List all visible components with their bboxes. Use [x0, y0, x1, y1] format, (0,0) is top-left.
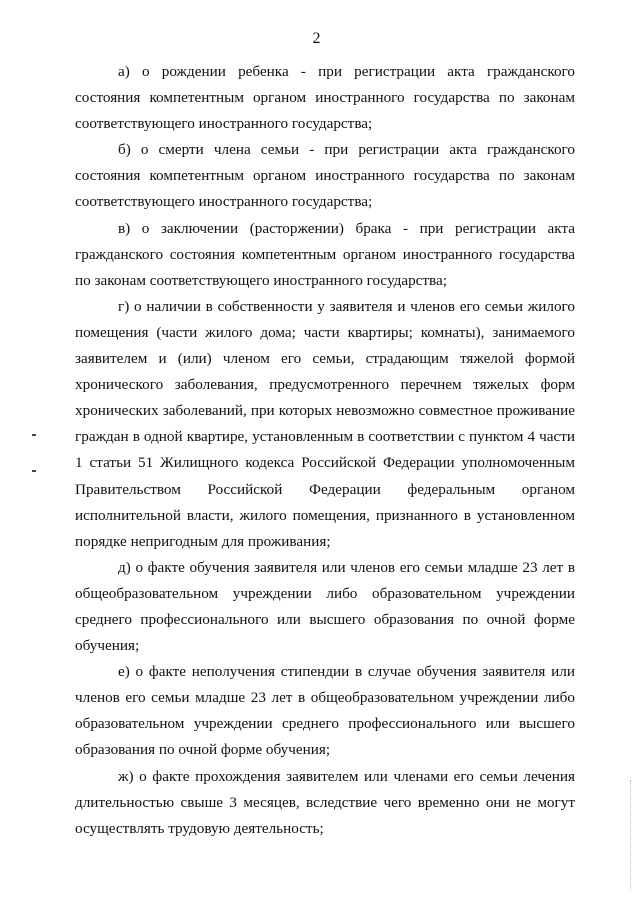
scan-mark [32, 434, 36, 436]
scan-margin-artifact [629, 780, 631, 890]
paragraph-a: а) о рождении ребенка - при регистрации акта гражданского состояния компетентным органом иностранного государства по законам соответствующего иностранного государства; [75, 63, 575, 133]
paragraph-zh: ж) о факте прохождения заявителем или членами его семьи лечения длительностью свыше 3 месяцев, вследствие чего временно они не могут осуществлять трудовую деятельность; [75, 767, 575, 837]
paragraph-d: д) о факте обучения заявителя или членов его семьи младше 23 лет в общеобразовательном учреждении либо образовательном учреждении среднего профессионального или высшего образования по очной форме обучения; [75, 558, 575, 655]
paragraph-b: б) о смерти члена семьи - при регистрации акта гражданского состояния компетентным органом иностранного государства по законам соответствующего иностранного государства; [75, 141, 575, 211]
scan-mark [32, 470, 36, 472]
document-body [75, 59, 575, 842]
paragraph-e: е) о факте неполучения стипендии в случае обучения заявителя или членов его семьи младше 23 лет в общеобразовательном учреждении либо образовательном учреждении среднего профессионального или высшего образования по очной форме обучения; [75, 663, 575, 759]
page-number: 2 [312, 30, 321, 47]
paragraph-v: в) о заключении (расторжении) брака - при регистрации акта гражданского состояния компетентным органом иностранного государства по законам соответствующего иностранного государства; [75, 219, 575, 289]
paragraph-g: г) о наличии в собственности у заявителя и членов его семьи жилого помещения (части жилого дома; части квартиры; комнаты), занимаемого заявителем и (или) членом его семьи, страдающим тяжелой формой хронического заболевания, предусмотренного перечнем тяжелых форм хронических заболеваний, при которых невозможно совместное проживание граждан в одной квартире, установленным в соответствии с пунктом 4 части 1 статьи 51 Жилищного кодекса Российской Федерации уполномоченным Правительством Российской Федерации федеральным органом исполнительной власти, жилого помещения, признанного в установленном порядке непригодным для проживания; [75, 297, 575, 550]
